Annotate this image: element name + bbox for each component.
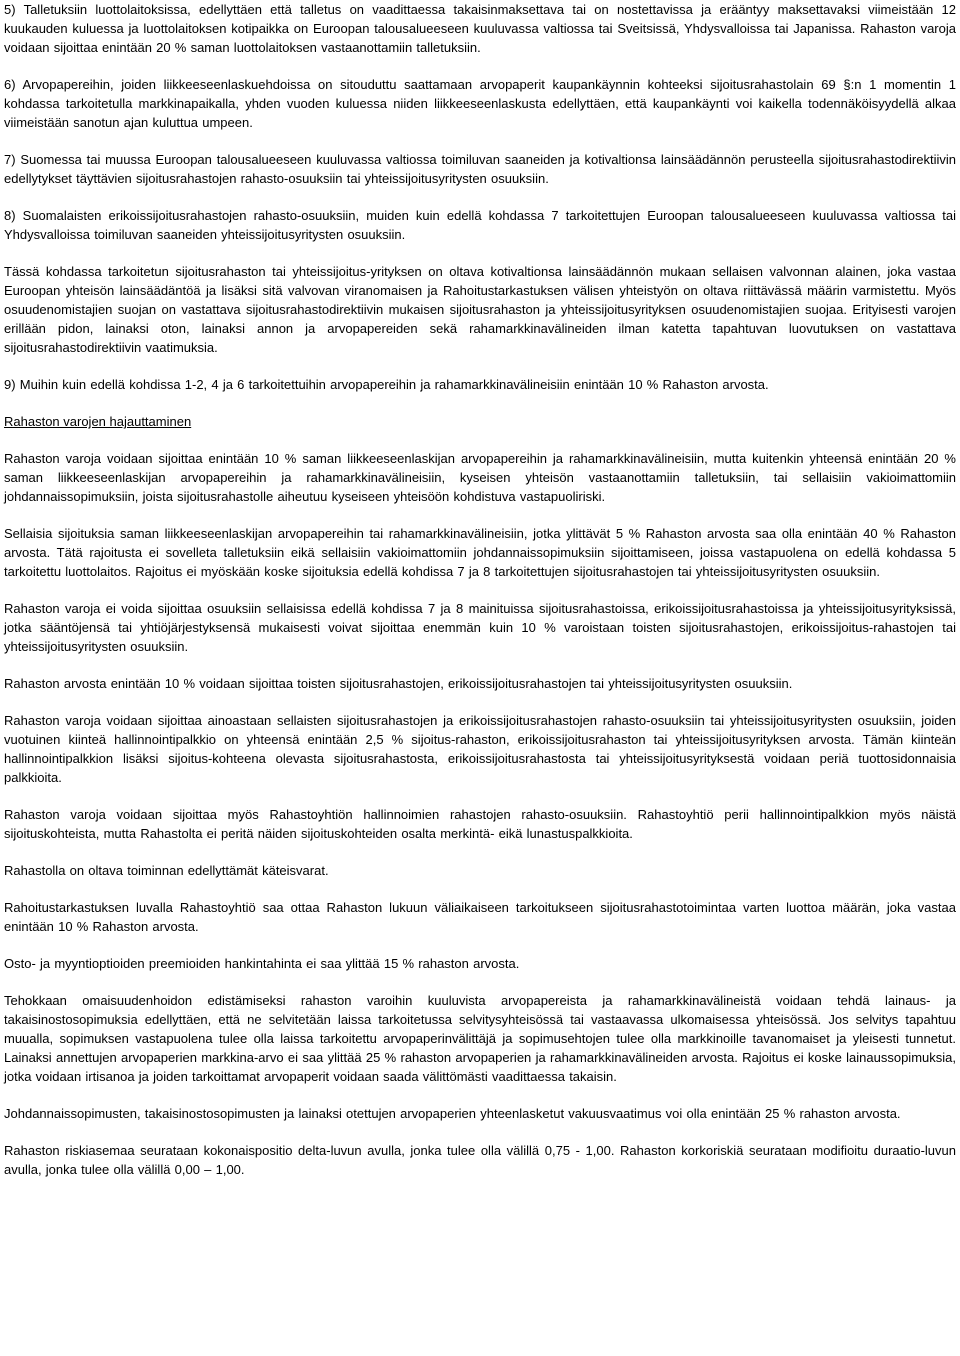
paragraph-item-7: 7) Suomessa tai muussa Euroopan talousalueeseen kuuluvassa valtiossa toimiluvan saaneiden ja kotivaltionsa lainsäädännön perusteella sijoitusrahastodirektiivin edellytykset täyttävien sijoitusrahastojen rahasto-osuuksiin tai yhteissijoitusyritysten osuuksiin.	[4, 152, 956, 186]
paragraph-securities-lending: Tehokkaan omaisuudenhoidon edistämiseksi rahaston varoihin kuuluvista arvopapereista ja rahamarkkinavälineistä voidaan tehdä lainaus- ja takaisinostosopimuksia edellyttäen, että ne selvitetään laissa tarkoitetussa selvitysyhteisössä tai vastaavassa ulkomaisessa yhteisössä. Jos selvitys tapahtuu muualla, sopimuksen vastapuolena tulee olla laissa tarkoitettu arvopaperinvälittäjä ja sopimusehtojen tulee olla markkinoille tavanomaiset ja yleisesti tunnetut. Lainaksi annettujen arvopaperien markkina-arvo ei saa ylittää 25 % rahaston arvopaperien ja rahamarkkinavälineiden arvosta. Rajoitus ei koske lainaussopimuksia, jotka voidaan irtisanoa ja joiden tarkoittamat arvopaperit voidaan saada välittömästi vaadittaessa takaisin.	[4, 993, 956, 1084]
paragraph-supervision-requirements: Tässä kohdassa tarkoitetun sijoitusrahaston tai yhteissijoitus-yrityksen on oltava kotivaltionsa lainsäädännön mukaan sellaisen valvonnan alainen, joka vastaa Euroopan yhteisön lainsäädäntöä ja lisäksi sitä valvovan viranomaisen ja Rahoitustarkastuksen välisen yhteistyön on oltava riittävässä määrin varmistettu. Myös osuudenomistajien suojan on vastattava sijoitusrahastodirektiivin mukaisen sijoitusrahaston ja yhteissijoitusyrityksen osuudenomistajien suojaa. Erityisesti varojen erillään pidon, lainaksi oton, lainaksi annon ja arvopapereiden sekä rahamarkkinavälineiden ilman katetta tapahtuvan luovutuksen on vastattava sijoitusrahastodirektiivin vaatimuksia.	[4, 264, 956, 355]
paragraph-issuer-limit: Rahaston varoja voidaan sijoittaa enintään 10 % saman liikkeeseenlaskijan arvopapereihin ja rahamarkkinavälineisiin, mutta kuitenkin yhteensä enintään 20 % saman liikkeeseenlaskijan arvopapereihin ja rahamarkkinavälineisiin, kyseisen yhteisön vastaanottamiin talletuksiin, tai sellaisiin vakioimattomiin johdannaissopimuksiin, joista sijoitusrahastolle aiheutuu kyseiseen yhteisöön kohdistuva vastapuoliriski.	[4, 451, 956, 504]
paragraph-fund-units-limit: Rahaston arvosta enintään 10 % voidaan sijoittaa toisten sijoitusrahastojen, erikoissijoitusrahastojen tai yhteissijoitusyritysten osuuksiin.	[4, 676, 793, 691]
paragraph-own-funds: Rahaston varoja voidaan sijoittaa myös Rahastoyhtiön hallinnoimien rahastojen rahasto-osuuksiin. Rahastoyhtiö perii hallinnointipalkkion myös näistä sijoituskohteista, mutta Rahastolta ei peritä näiden sijoituskohteiden osalta merkintä- eikä lunastuspalkkioita.	[4, 807, 956, 841]
paragraph-option-premiums: Osto- ja myyntioptioiden preemioiden hankintahinta ei saa ylittää 15 % rahaston arvosta.	[4, 956, 520, 971]
paragraph-item-8: 8) Suomalaisten erikoissijoitusrahastojen rahasto-osuuksiin, muiden kuin edellä kohdassa 7 tarkoitettujen Euroopan talousalueeseen kuuluvassa valtiossa tai Yhdysvalloissa toimiluvan saaneiden yhteissijoitusyritysten osuuksiin.	[4, 208, 956, 242]
paragraph-item-9: 9) Muihin kuin edellä kohdissa 1-2, 4 ja 6 tarkoitettuihin arvopapereihin ja rahamarkkinavälineisiin enintään 10 % Rahaston arvosta.	[4, 377, 769, 392]
paragraph-management-fee-limit: Rahaston varoja voidaan sijoittaa ainoastaan sellaisten sijoitusrahastojen ja erikoissijoitusrahastojen rahasto-osuuksiin tai yhteissijoitusyritysten osuuksiin, joiden vuotuinen kiinteä hallinnointipalkkio on yhteensä enintään 2,5 % sijoitus-rahaston, erikoissijoitusrahaston tai yhteissijoitusyrityksen arvosta. Tämän kiinteän hallinnointipalkkion lisäksi sijoitus-kohteena olevasta sijoitusrahastosta, erikoissijoitusrahastosta tai yhteissijoitusyrityksestä voidaan periä tuottosidonnaisia palkkioita.	[4, 713, 956, 785]
section-heading-diversification: Rahaston varojen hajauttaminen	[4, 414, 192, 429]
document-page	[4, 0, 956, 1197]
paragraph-temporary-credit: Rahoitustarkastuksen luvalla Rahastoyhtiö saa ottaa Rahaston lukuun väliaikaiseen tarkoitukseen sijoitusrahastotoimintaa varten luottoa määrän, joka vastaa enintään 10 % Rahaston arvosta.	[4, 900, 956, 934]
paragraph-cash-holdings: Rahastolla on oltava toiminnan edellyttämät käteisvarat.	[4, 863, 329, 878]
paragraph-item-6: 6) Arvopapereihin, joiden liikkeeseenlaskuehdoissa on sitouduttu saattamaan arvopaperit kaupankäynnin kohteeksi sijoitusrahastolain 69 §:n 1 momentin 1 kohdassa tarkoitetulla markkinapaikalla, yhden vuoden kuluessa niiden liikkeeseenlaskusta edellyttäen, että kaupankäynti voi kaikella todennäköisyydellä alkaa viimeistään sanotun ajan kuluttua umpeen.	[4, 77, 956, 130]
paragraph-item-5: 5) Talletuksiin luottolaitoksissa, edellyttäen että talletus on vaadittaessa takaisinmaksettava tai on nostettavissa ja erääntyy maksettavaksi viimeistään 12 kuukauden kuluessa ja luottolaitoksen kotipaikka on Euroopan talousalueeseen kuuluvassa valtiossa tai Sveitsissä, Yhdysvalloissa tai Japanissa. Rahaston varoja voidaan sijoittaa enintään 20 % saman luottolaitoksen vastaanottamiin talletuksiin.	[4, 2, 956, 55]
paragraph-five-percent-rule: Sellaisia sijoituksia saman liikkeeseenlaskijan arvopapereihin tai rahamarkkinavälineisiin, jotka ylittävät 5 % Rahaston arvosta saa olla enintään 40 % Rahaston arvosta. Tätä rajoitusta ei sovelleta talletuksiin eikä sellaisiin vakioimattomiin johdannaissopimuksiin sijoittamiseen, joissa vastapuolena on edellä kohdassa 5 tarkoitettu luottolaitos. Rajoitus ei myöskään koske sijoituksia edellä kohdissa 7 ja 8 tarkoitettujen sijoitusrahastojen tai yhteissijoitusyritysten osuuksiin.	[4, 526, 956, 579]
paragraph-fund-of-funds-restriction: Rahaston varoja ei voida sijoittaa osuuksiin sellaisissa edellä kohdissa 7 ja 8 mainituissa sijoitusrahastoissa, erikoissijoitusrahastoissa ja yhteissijoitusyrityksissä, jotka sääntöjensä tai yhtiöjärjestyksensä mukaisesti voivat sijoittaa enemmän kuin 10 % varoistaan toisten sijoitusrahastojen, erikoissijoitus-rahastojen tai yhteissijoitusyritysten osuuksiin.	[4, 601, 956, 654]
paragraph-risk-monitoring: Rahaston riskiasemaa seurataan kokonaispositio delta-luvun avulla, jonka tulee olla välillä 0,75 - 1,00. Rahaston korkoriskiä seurataan modifioitu duraatio-luvun avulla, jonka tulee olla välillä 0,00 – 1,00.	[4, 1143, 956, 1177]
paragraph-collateral-limit: Johdannaissopimusten, takaisinostosopimusten ja lainaksi otettujen arvopaperien yhteenlasketut vakuusvaatimus voi olla enintään 25 % rahaston arvosta.	[4, 1106, 901, 1121]
